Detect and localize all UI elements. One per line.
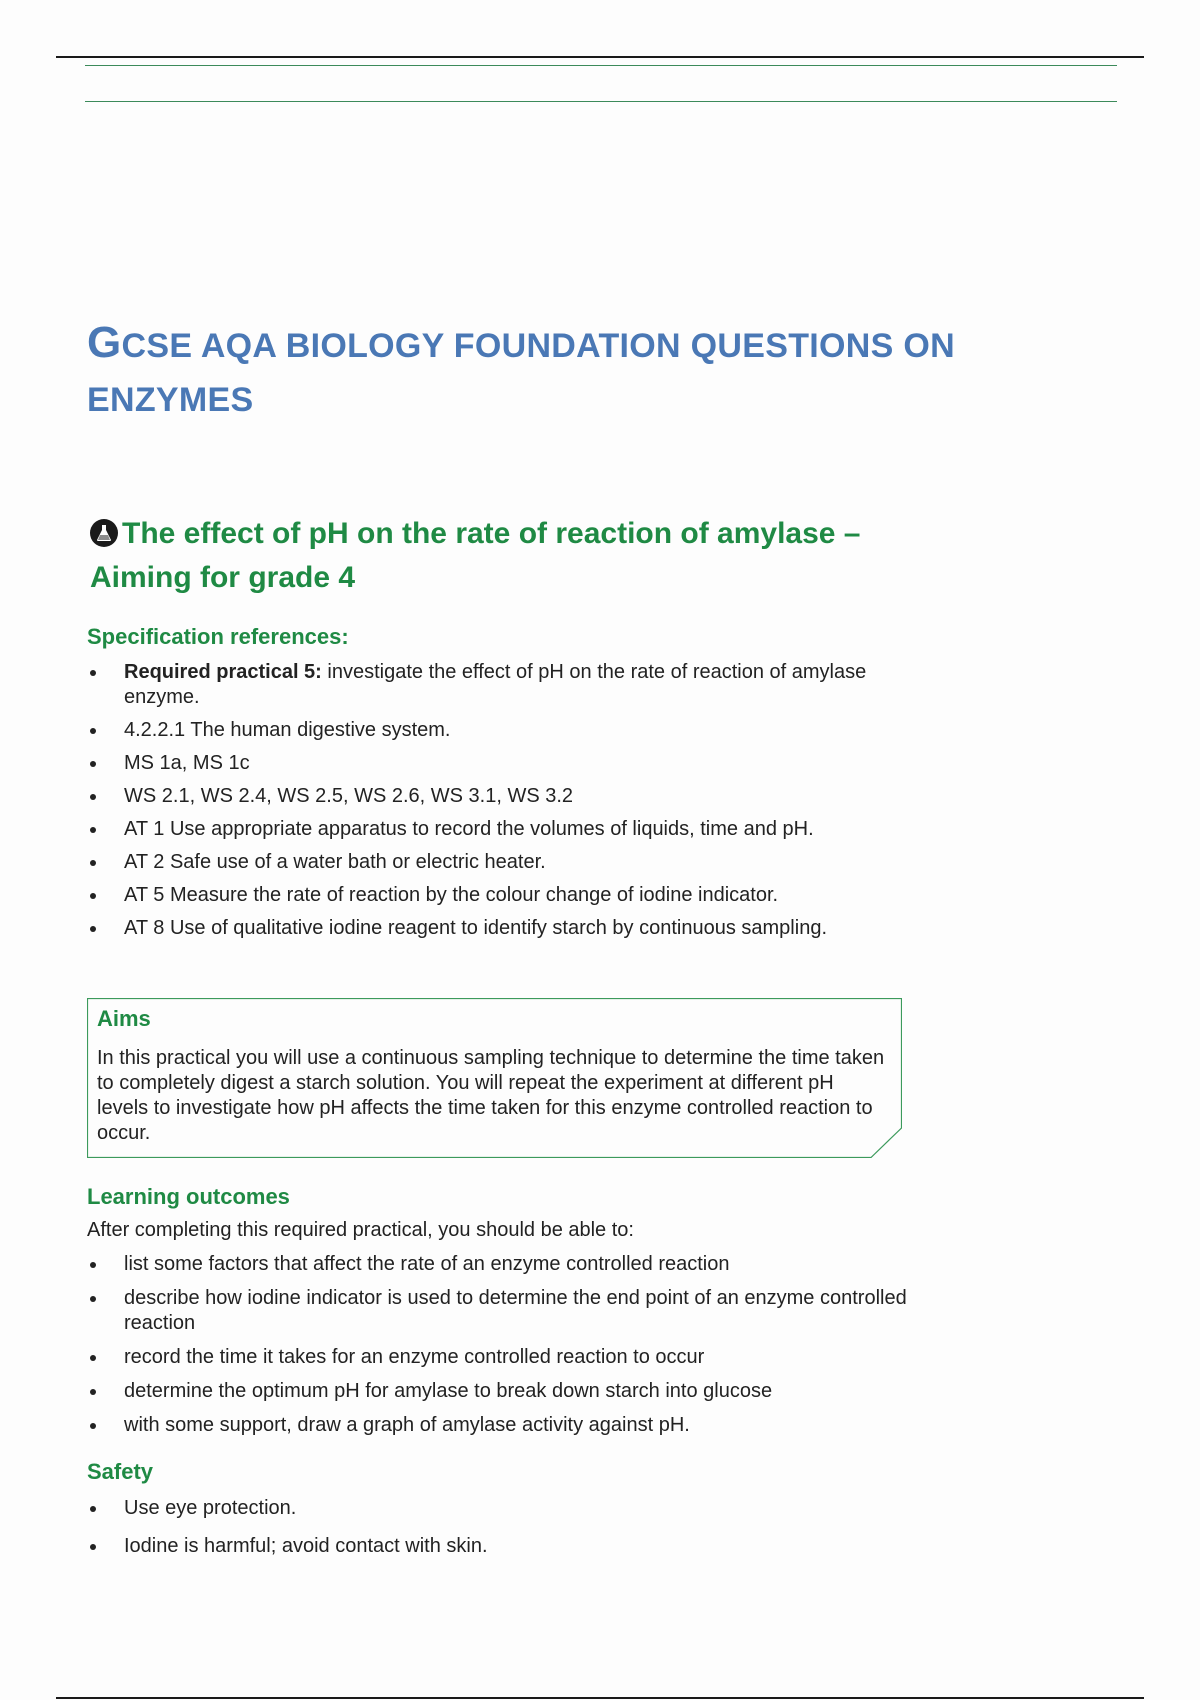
specification-item-text: AT 5 Measure the rate of reaction by the colour change of iodine indicator. xyxy=(124,884,779,906)
specification-item xyxy=(87,916,907,941)
specification-heading: Specification references: xyxy=(87,624,349,649)
specification-item-text: AT 8 Use of qualitative iodine reagent to identify starch by continuous sampling. xyxy=(124,917,827,939)
specification-item xyxy=(87,660,907,710)
specification-item xyxy=(87,883,907,908)
learning-outcome-item: with some support, draw a graph of amylase activity against pH. xyxy=(87,1413,907,1438)
aims-heading: Aims xyxy=(97,1006,151,1031)
document-title-initial: G xyxy=(87,318,122,367)
learning-outcomes-heading: Learning outcomes xyxy=(87,1184,290,1209)
practical-heading-text: The effect of pH on the rate of reaction of amylase – Aiming for grade 4 xyxy=(90,517,861,594)
specification-item xyxy=(87,718,907,743)
specification-item-text: AT 2 Safe use of a water bath or electric heater. xyxy=(124,851,546,873)
specification-item-text: 4.2.2.1 The human digestive system. xyxy=(124,719,451,741)
safety-list xyxy=(87,1496,907,1572)
flask-icon xyxy=(90,519,118,547)
specification-item xyxy=(87,751,907,776)
safety-item: Use eye protection. xyxy=(87,1496,907,1521)
learning-outcome-item: record the time it takes for an enzyme controlled reaction to occur xyxy=(87,1345,907,1370)
document-title-rest: CSE AQA BIOLOGY FOUNDATION QUESTIONS ON ENZYMES xyxy=(87,327,955,419)
aims-text: In this practical you will use a continuous sampling technique to determine the time taken to completely digest a starch solution. You will repeat the experiment at different pH levels to investigate how pH affects the time taken for this enzyme controlled reaction to occur. xyxy=(97,1047,885,1144)
aims-box xyxy=(87,998,902,1158)
safety-item: Iodine is harmful; avoid contact with skin. xyxy=(87,1534,907,1559)
bottom-rule xyxy=(56,1697,1144,1699)
specification-item xyxy=(87,784,907,809)
specification-item-text: investigate the effect of pH on the rate of reaction of amylase enzyme. xyxy=(124,661,867,708)
safety-heading: Safety xyxy=(87,1459,154,1484)
specification-item xyxy=(87,850,907,875)
specification-item-bold: Required practical 5: xyxy=(124,661,322,683)
learning-outcome-item: describe how iodine indicator is used to determine the end point of an enzyme controlled reaction xyxy=(87,1286,907,1336)
specification-item-text: MS 1a, MS 1c xyxy=(124,752,250,774)
header-green-rule-lower xyxy=(85,101,1117,102)
practical-heading xyxy=(90,512,930,600)
specification-item-text: WS 2.1, WS 2.4, WS 2.5, WS 2.6, WS 3.1, WS 3.2 xyxy=(124,785,574,807)
header-green-rule-upper xyxy=(85,65,1117,66)
top-rule xyxy=(56,56,1144,58)
document-title xyxy=(87,316,1127,427)
learning-outcome-item: determine the optimum pH for amylase to break down starch into glucose xyxy=(87,1379,907,1404)
specification-list xyxy=(87,660,907,949)
learning-outcomes-intro: After completing this required practical, you should be able to: xyxy=(87,1219,634,1241)
specification-item xyxy=(87,817,907,842)
specification-item-text: AT 1 Use appropriate apparatus to record the volumes of liquids, time and pH. xyxy=(124,818,814,840)
learning-outcomes-list xyxy=(87,1252,907,1447)
learning-outcome-item: list some factors that affect the rate of an enzyme controlled reaction xyxy=(87,1252,907,1277)
